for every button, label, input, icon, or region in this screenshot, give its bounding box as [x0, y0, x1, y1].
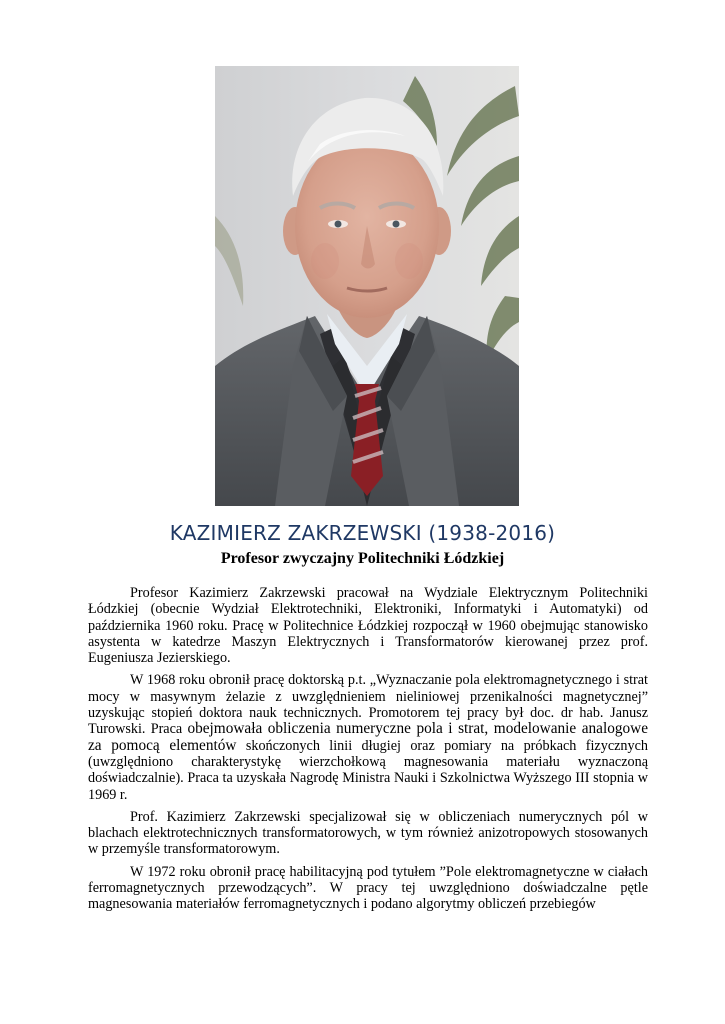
portrait-photo	[215, 66, 519, 506]
paragraph-2-part-b: obejmowała obliczenia numeryczne pola i strat, modelowanie analogowe za pomocą elementów	[88, 720, 649, 754]
paragraph-4: W 1972 roku obronił pracę habilitacyjną pod tytułem ”Pole elektromagnetyczne w ciałach ferromagnetycznych przewodzących”. W pracy tej uwzględniono doświadczalne pętle magnesowania materiałów ferromagnetycznych i podano algorytmy obliczeń przebiegów	[88, 863, 648, 913]
paragraph-2	[88, 672, 648, 802]
paragraph-3: Prof. Kazimierz Zakrzewski specjalizował się w obliczeniach numerycznych pól w blachach elektrotechnicznych transformatorowych, w tym również anizotropowych stosowanych w przemyśle transformatorowym.	[88, 808, 648, 858]
paragraph-2-part-a: W 1968 roku obronił pracę doktorską p.t. „Wyznaczanie pola elektromagnetycznego i strat mocy w masywnym żelazie z uwzględnieniem nieliniowej przenikalności magnetycznej” uzyskując stopień doktora nauk technicznych. Promotorem tej pracy był doc. dr hab. Janusz Turowski. Praca	[88, 672, 648, 738]
page-title: KAZIMIERZ ZAKRZEWSKI (1938-2016)	[169, 521, 556, 545]
biography-body	[88, 585, 648, 919]
page-subtitle: Profesor zwyczajny Politechniki Łódzkiej	[220, 550, 505, 567]
paragraph-2-part-c: skończonych linii długiej oraz pomiary na próbkach fizycznych (uwzględniono charakterystykę wierzchołkową magnesowania materiału wyznaczoną doświadczalnie). Praca ta uzyskała Nagrodę Ministra Nauki i Szkolnictwa Wyższego III stopnia w 1969 r.	[88, 737, 648, 803]
paragraph-1: Profesor Kazimierz Zakrzewski pracował na Wydziale Elektrycznym Politechniki Łódzkiej (obecnie Wydział Elektrotechniki, Elektroniki, Informatyki i Automatyki) od października 1960 roku. Pracę w Politechnice Łódzkiej rozpoczął w 1960 obejmując stanowisko asystenta w katedrze Maszyn Elektrycznych i Transformatorów kierowanej przez prof. Eugeniusza Jezierskiego.	[88, 585, 648, 667]
